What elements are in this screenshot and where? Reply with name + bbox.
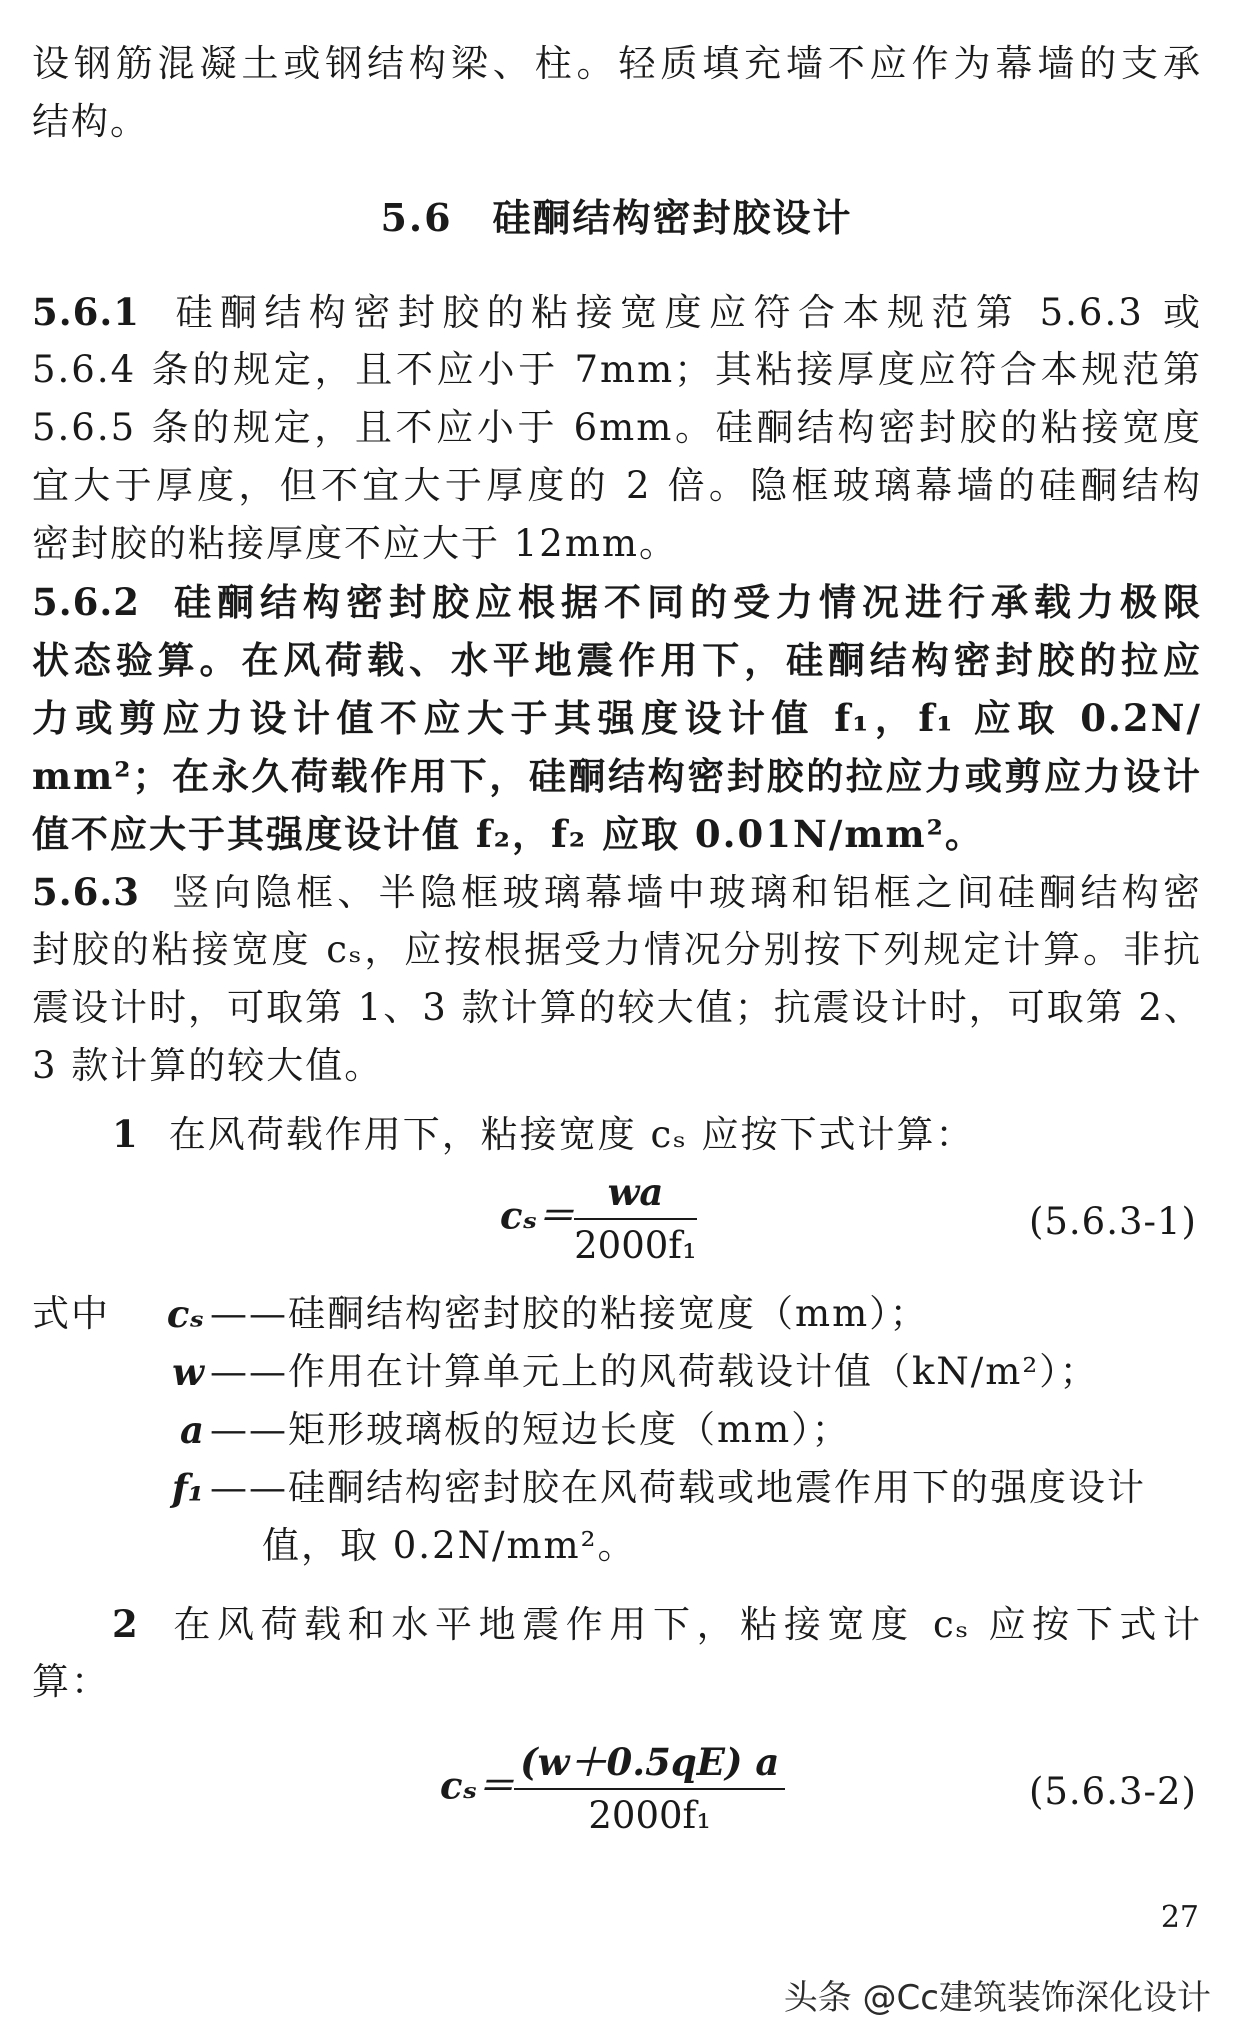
clause-5-6-2-line: 力或剪应力设计值不应大于其强度设计值 f₁，f₁ 应取 0.2N/	[32, 696, 1202, 740]
clause-5-6-3-line: 3 款计算的较大值。	[32, 1044, 384, 1087]
clause-5-6-3-line: 封胶的粘接宽度 cₛ，应按根据受力情况分别按下列规定计算。非抗	[32, 928, 1202, 971]
clause-number: 5.6.1	[32, 290, 140, 334]
item-1-line	[112, 1110, 1233, 1159]
definition-text: ——作用在计算单元上的风荷载设计值（kN/m²）；	[210, 1350, 1099, 1393]
equation-number: (5.6.3-2)	[1028, 1770, 1197, 1813]
formula-denominator: 2000f₁	[574, 1224, 697, 1267]
formula-5-6-3-1	[500, 1170, 697, 1268]
definition-continuation: 值，取 0.2N/mm²。	[262, 1524, 637, 1567]
formula-numerator: (w＋0.5qE) a	[514, 1740, 785, 1790]
definition-text: ——矩形玻璃板的短边长度（mm）；	[210, 1408, 851, 1451]
item-number: 2	[112, 1602, 139, 1646]
definition-symbol: a	[180, 1408, 204, 1452]
formula-lhs: cₛ＝	[500, 1193, 575, 1238]
watermark: 头条 @Cc建筑装饰深化设计	[783, 1978, 1211, 2018]
clause-number: 5.6.2	[32, 580, 140, 624]
definition-symbol: f₁	[171, 1466, 204, 1510]
definition-symbol: cₛ	[166, 1292, 204, 1336]
clause-5-6-1-line: 5.6.4 条的规定，且不应小于 7mm；其粘接厚度应符合本规范第	[32, 348, 1202, 391]
definition-symbol: w	[172, 1350, 204, 1394]
clause-5-6-1-line	[32, 288, 1202, 337]
clause-text: 硅酮结构密封胶的粘接宽度应符合本规范第 5.6.3 或	[170, 291, 1202, 334]
formula-numerator: wa	[574, 1170, 697, 1220]
item-text: 在风荷载和水平地震作用下，粘接宽度 cₛ 应按下式计	[168, 1603, 1202, 1646]
item-number: 1	[112, 1112, 139, 1156]
clause-5-6-2-line: 状态验算。在风荷载、水平地震作用下，硅酮结构密封胶的拉应	[32, 638, 1202, 682]
clause-5-6-1-line: 密封胶的粘接厚度不应大于 12mm。	[32, 522, 679, 565]
item-text: 在风荷载作用下，粘接宽度 cₛ 应按下式计算：	[168, 1113, 975, 1156]
item-2-line	[112, 1600, 1202, 1649]
text-line: 设钢筋混凝土或钢结构梁、柱。轻质填充墙不应作为幕墙的支承	[32, 42, 1202, 85]
clause-5-6-1-line: 宜大于厚度，但不宜大于厚度的 2 倍。隐框玻璃幕墙的硅酮结构	[32, 464, 1202, 507]
formula-5-6-3-2	[440, 1740, 785, 1838]
clause-5-6-2-line: mm²；在永久荷载作用下，硅酮结构密封胶的拉应力或剪应力设计	[32, 754, 1202, 798]
definition-text: ——硅酮结构密封胶在风荷载或地震作用下的强度设计	[210, 1466, 1146, 1509]
formula-fraction	[514, 1740, 785, 1838]
page-number: 27	[1160, 1900, 1199, 1935]
definition-text: ——硅酮结构密封胶的粘接宽度（mm）；	[210, 1292, 929, 1335]
formula-denominator: 2000f₁	[588, 1794, 712, 1837]
formula-lhs: cₛ＝	[440, 1763, 515, 1808]
clause-5-6-2-line	[32, 578, 1202, 626]
clause-5-6-3-line: 震设计时，可取第 1、3 款计算的较大值；抗震设计时，可取第 2、	[32, 986, 1203, 1029]
equation-number: (5.6.3-1)	[1028, 1200, 1197, 1243]
section-title: 5.6 硅酮结构密封胶设计	[380, 195, 853, 240]
formula-fraction	[574, 1170, 697, 1268]
clause-number: 5.6.3	[32, 870, 140, 914]
clause-text: 硅酮结构密封胶应根据不同的受力情况进行承载力极限	[170, 580, 1202, 624]
text-line: 结构。	[32, 100, 149, 143]
clause-text: 竖向隐框、半隐框玻璃幕墙中玻璃和铝框之间硅酮结构密	[170, 871, 1202, 914]
clause-5-6-3-line	[32, 868, 1202, 917]
clause-5-6-2-line: 值不应大于其强度设计值 f₂，f₂ 应取 0.01N/mm²。	[32, 812, 984, 856]
item-2-line: 算：	[32, 1660, 110, 1703]
clause-5-6-1-line: 5.6.5 条的规定，且不应小于 6mm。硅酮结构密封胶的粘接宽度	[32, 406, 1202, 449]
where-label: 式中	[32, 1292, 110, 1335]
